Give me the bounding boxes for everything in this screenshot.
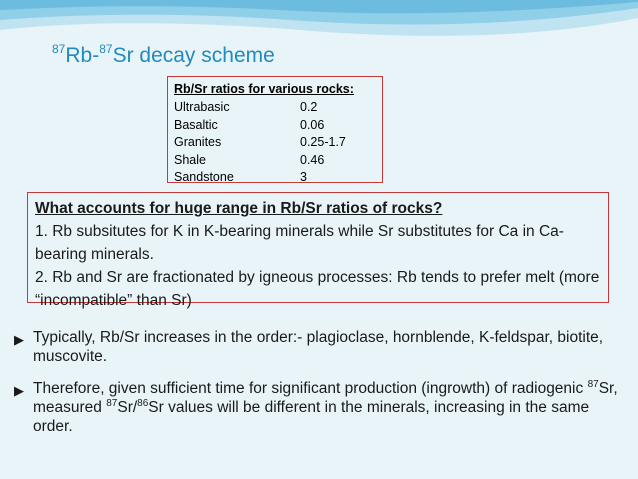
rock-ratio: 0.2 [300,100,318,114]
bullet-text-part: Sr, measured [33,380,618,416]
bullet-text-part: Sr/ [117,399,138,416]
rock-name: Ultrabasic [174,100,230,114]
ratio-row [174,99,382,117]
isotope-mass: 87 [106,398,118,409]
rock-ratio: 0.06 [300,117,325,132]
rock-ratio: 3 [300,170,307,184]
bullet-text-part: Sr values will be different in the minerals, increasing in the same order. [33,399,590,435]
ratio-row [174,117,382,135]
question-heading: What accounts for huge range in Rb/Sr ratios of rocks? [35,200,443,217]
title-element-1: Rb- [65,44,100,67]
ratio-table-header: Rb/Sr ratios for various rocks: [174,82,354,96]
bullet-arrow-icon: ▶ [14,383,24,398]
bullet-text [33,379,624,436]
rock-name: Sandstone [174,170,234,184]
question-box [27,192,609,309]
rock-ratio: 0.25-1.7 [300,135,346,149]
title-isotope-mass-2: 87 [99,42,113,56]
bullet-text: Typically, Rb/Sr increases in the order:- plagioclase, hornblende, K-feldspar, biotite, muscovite. [33,329,604,365]
rock-name: Basaltic [174,117,218,132]
ratio-row [174,152,382,170]
answer-2: 2. Rb and Sr are fractionated by igneous processes: Rb tends to prefer melt (more “incompatible” than Sr) [35,269,600,309]
slide-title [52,42,275,68]
rock-name: Shale [174,152,206,167]
rb-sr-ratio-table [167,76,383,183]
ratio-row [174,169,382,187]
bullet-text-part: Therefore, given sufficient time for significant production (ingrowth) of radiogenic [33,380,588,397]
answer-1: 1. Rb subsitutes for K in K-bearing minerals while Sr substitutes for Ca in Ca-bearing minerals. [35,223,564,263]
rock-ratio: 0.46 [300,152,325,167]
rock-name: Granites [174,135,222,149]
bullet-arrow-icon: ▶ [14,332,24,347]
bullet-item [14,379,624,436]
bullet-item [14,328,624,366]
ratio-row [174,134,382,152]
title-element-2: Sr decay scheme [112,44,275,67]
title-isotope-mass-1: 87 [52,42,66,56]
isotope-mass: 87 [587,379,599,390]
isotope-mass: 86 [137,398,149,409]
